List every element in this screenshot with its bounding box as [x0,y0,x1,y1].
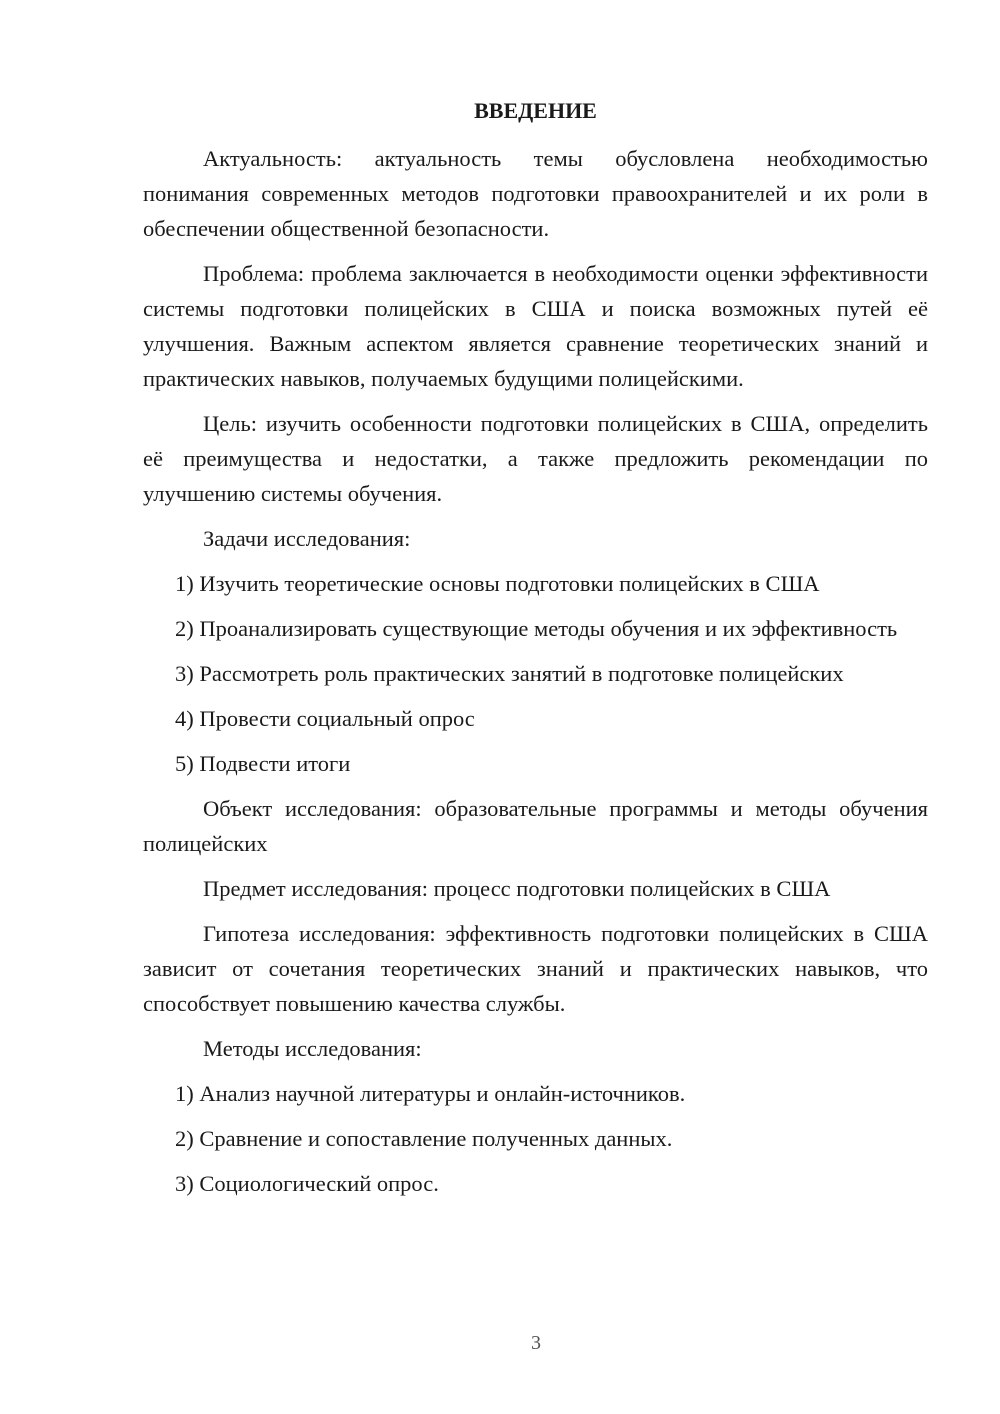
paragraph-object: Объект исследования: образовательные программы и методы обучения полицейских [143,796,928,856]
method-item-2: 2) Сравнение и сопоставление полученных данных. [175,1126,673,1151]
document-page [143,95,928,1211]
methods-heading: Методы исследования: [203,1036,422,1061]
paragraph-problem: Проблема: проблема заключается в необходимости оценки эффективности системы подготовки полицейских в США и поиска возможных путей её улучшения. Важным аспектом является сравнение теоретических знаний и практических навыков, получаемых будущими полицейскими. [143,261,928,391]
paragraph-subject: Предмет исследования: процесс подготовки полицейских в США [203,876,831,901]
task-item-3: 3) Рассмотреть роль практических занятий в подготовке полицейских [175,661,844,686]
task-item-1: 1) Изучить теоретические основы подготовки полицейских в США [175,571,820,596]
paragraph-hypothesis: Гипотеза исследования: эффективность подготовки полицейских в США зависит от сочетания теоретических знаний и практических навыков, что способствует повышению качества службы. [143,921,928,1016]
task-item-2: 2) Проанализировать существующие методы обучения и их эффективность [175,616,898,641]
method-item-3: 3) Социологический опрос. [175,1171,439,1196]
paragraph-relevance: Актуальность: актуальность темы обусловлена необходимостью понимания современных методов подготовки правоохранителей и их роли в обеспечении общественной безопасности. [143,146,928,241]
tasks-heading: Задачи исследования: [203,526,411,551]
paragraph-goal: Цель: изучить особенности подготовки полицейских в США, определить её преимущества и недостатки, а также предложить рекомендации по улучшению системы обучения. [143,411,928,506]
task-item-5: 5) Подвести итоги [175,751,351,776]
page-number: 3 [531,1332,541,1354]
task-item-4: 4) Провести социальный опрос [175,706,475,731]
document-title: ВВЕДЕНИЕ [474,98,597,123]
method-item-1: 1) Анализ научной литературы и онлайн-источников. [175,1081,686,1106]
